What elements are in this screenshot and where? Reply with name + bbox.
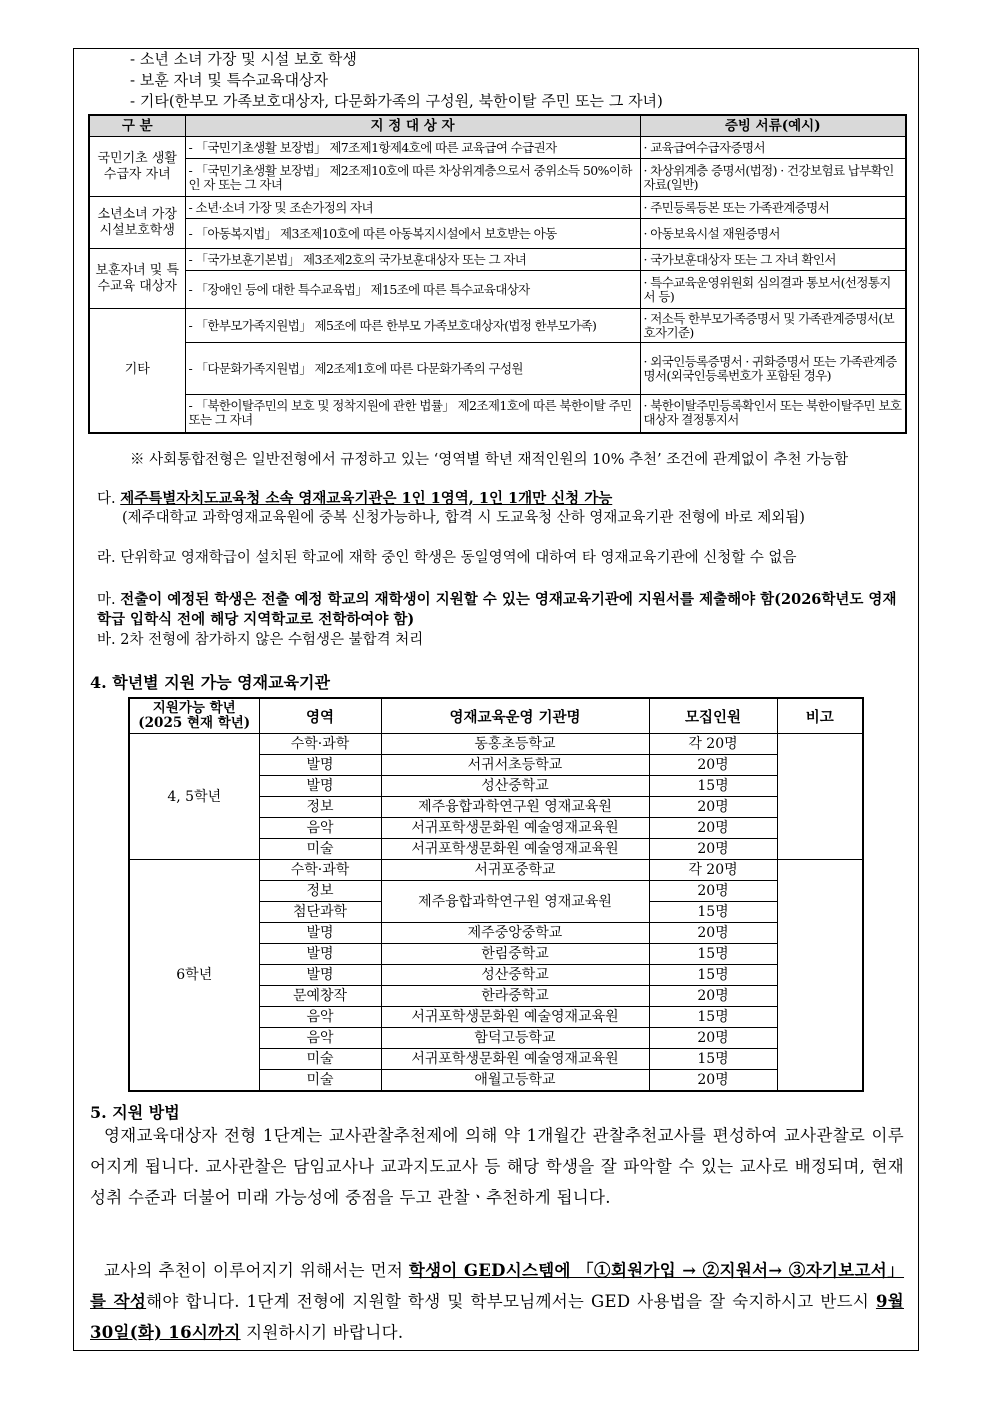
- col-header-institution: 영재교육운영 기관명: [381, 698, 649, 734]
- count-cell: 20명: [649, 1028, 777, 1049]
- count-cell: 15명: [649, 902, 777, 923]
- item-ba: 바. 2차 전형에 참가하지 않은 수험생은 불합격 처리: [97, 632, 424, 648]
- area-cell: 발명: [259, 755, 381, 776]
- count-cell: 20명: [649, 818, 777, 839]
- count-cell: 20명: [649, 797, 777, 818]
- institution-cell: 제주융합과학연구원 영재교육원: [381, 797, 649, 818]
- area-cell: 정보: [259, 881, 381, 902]
- grade-cell: 6학년: [129, 860, 259, 1092]
- count-cell: 각 20명: [649, 734, 777, 755]
- institution-cell: 서귀서초등학교: [381, 755, 649, 776]
- section5-title: 5. 지원 방법: [90, 1103, 180, 1122]
- area-cell: 음악: [259, 1028, 381, 1049]
- institution-cell: 서귀포학생문화원 예술영재교육원: [381, 839, 649, 860]
- count-cell: 15명: [649, 944, 777, 965]
- item-da: [97, 489, 905, 509]
- col-header-count: 모집인원: [649, 698, 777, 734]
- institution-cell: 한림중학교: [381, 944, 649, 965]
- institution-table: [128, 697, 864, 1092]
- target-cell: - 「국민기초생활 보장법」 제2조제10호에 따른 차상위계층으로서 중위소득 50%이하인 자 또는 그 자녀: [185, 159, 640, 197]
- institution-cell: 제주중앙중학교: [381, 923, 649, 944]
- section5-paragraph-1: 영재교육대상자 전형 1단계는 교사관찰추천제에 의해 약 1개월간 관찰추천교사를 편성하여 교사관찰로 이루어지게 됩니다. 교사관찰은 담임교사나 교과지도교사 등 해당 학생을 잘 파악할 수 있는 교사로 배정되며, 현재 성취 수준과 더불어 미래 가능성에 중점을 두고 관찰ㆍ추천하게 됩니다.: [90, 1126, 904, 1207]
- note-cell: [777, 860, 863, 1092]
- count-cell: 15명: [649, 776, 777, 797]
- item-ma-prefix: 마.: [97, 592, 116, 608]
- institution-cell: 서귀포중학교: [381, 860, 649, 881]
- institution-cell: 동홍초등학교: [381, 734, 649, 755]
- eligibility-table: [88, 114, 907, 434]
- institution-cell: 서귀포학생문화원 예술영재교육원: [381, 1049, 649, 1070]
- area-cell: 발명: [259, 923, 381, 944]
- section4-title: 4. 학년별 지원 가능 영재교육기관: [90, 673, 330, 692]
- note-cell: [777, 734, 863, 860]
- proof-cell: · 교육급여수급자증명서: [640, 137, 906, 159]
- target-cell: - 「장애인 등에 대한 특수교육법」 제15조에 따른 특수교육대상자: [185, 271, 640, 309]
- proof-cell: · 국가보훈대상자 또는 그 자녀 확인서: [640, 249, 906, 271]
- area-cell: 발명: [259, 944, 381, 965]
- proof-cell: · 북한이탈주민등록확인서 또는 북한이탈주민 보호대상자 결정통지서: [640, 395, 906, 433]
- bullet-2: - 보훈 자녀 및 특수교육대상자: [130, 71, 329, 89]
- proof-cell: · 차상위계층 증명서(법정) · 건강보험료 납부확인자료(일반): [640, 159, 906, 197]
- bullet-1: - 소년 소녀 가장 및 시설 보호 학생: [130, 50, 357, 68]
- category-cell: 국민기초 생활 수급자 자녀: [89, 137, 185, 197]
- count-cell: 15명: [649, 1049, 777, 1070]
- institution-cell: 한라중학교: [381, 986, 649, 1007]
- grade-cell: 4, 5학년: [129, 734, 259, 860]
- count-cell: 각 20명: [649, 860, 777, 881]
- institution-cell: 서귀포학생문화원 예술영재교육원: [381, 1007, 649, 1028]
- count-cell: 15명: [649, 1007, 777, 1028]
- p2-text-c: 해야 합니다. 1단계 전형에 지원할 학생 및 학부모님께서는 GED 사용법을 잘 숙지하시고 반드시: [146, 1292, 876, 1311]
- col-header-proof: 증빙 서류(예시): [640, 115, 906, 137]
- count-cell: 20명: [649, 1070, 777, 1092]
- col-header-area: 영역: [259, 698, 381, 734]
- count-cell: 20명: [649, 881, 777, 902]
- target-cell: - 「다문화가족지원법」 제2조제1호에 따른 다문화가족의 구성원: [185, 343, 640, 395]
- social-note: ※ 사회통합전형은 일반전형에서 규정하고 있는 ‘영역별 학년 재적인원의 10% 추천’ 조건에 관계없이 추천 가능함: [130, 452, 849, 468]
- proof-cell: · 특수교육운영위원회 심의결과 통보서(선정통지서 등): [640, 271, 906, 309]
- item-ma: [97, 590, 905, 630]
- target-cell: - 「한부모가족지원법」 제5조에 따른 한부모 가족보호대상자(법정 한부모가족): [185, 309, 640, 343]
- area-cell: 수학·과학: [259, 734, 381, 755]
- count-cell: 20명: [649, 755, 777, 776]
- count-cell: 20명: [649, 986, 777, 1007]
- count-cell: 15명: [649, 965, 777, 986]
- proof-cell: · 외국인등록증명서 · 귀화증명서 또는 가족관계증명서(외국인등록번호가 포함된 경우): [640, 343, 906, 395]
- count-cell: 20명: [649, 923, 777, 944]
- col-header-target: 지 정 대 상 자: [185, 115, 640, 137]
- area-cell: 발명: [259, 776, 381, 797]
- p2-emphasis-ged: 학생이 GED시스템에 「①회원가입 → ②지원서→ ③자기보고서」를 작성: [90, 1261, 905, 1311]
- bullet-3: - 기타(한부모 가족보호대상자, 다문화가족의 구성원, 북한이탈 주민 또는 그 자녀): [130, 92, 663, 110]
- area-cell: 미술: [259, 1049, 381, 1070]
- target-cell: - 「북한이탈주민의 보호 및 정착지원에 관한 법률」 제2조제1호에 따른 북한이탈 주민 또는 그 자녀: [185, 395, 640, 433]
- category-cell: 기타: [89, 309, 185, 433]
- area-cell: 음악: [259, 818, 381, 839]
- institution-cell: 함덕고등학교: [381, 1028, 649, 1049]
- item-da-sub: (제주대학교 과학영재교육원에 중복 신청가능하나, 합격 시 도교육청 산하 영재교육기관 전형에 바로 제외됨): [122, 510, 805, 526]
- area-cell: 미술: [259, 839, 381, 860]
- target-cell: - 소년·소녀 가장 및 조손가정의 자녀: [185, 197, 640, 219]
- count-cell: 20명: [649, 839, 777, 860]
- area-cell: 미술: [259, 1070, 381, 1092]
- institution-cell: 서귀포학생문화원 예술영재교육원: [381, 818, 649, 839]
- proof-cell: · 저소득 한부모가족증명서 및 가족관계증명서(보호자기준): [640, 309, 906, 343]
- target-cell: - 「국민기초생활 보장법」 제7조제1항제4호에 따른 교육급여 수급권자: [185, 137, 640, 159]
- item-ra: 라. 단위학교 영재학급이 설치된 학교에 재학 중인 학생은 동일영역에 대하여 타 영재교육기관에 신청할 수 없음: [97, 550, 797, 566]
- institution-cell: 애월고등학교: [381, 1070, 649, 1092]
- area-cell: 문예창작: [259, 986, 381, 1007]
- area-cell: 발명: [259, 965, 381, 986]
- area-cell: 첨단과학: [259, 902, 381, 923]
- p2-deadline: 9월 30일(화) 16시까지: [90, 1292, 904, 1342]
- area-cell: 정보: [259, 797, 381, 818]
- col-header-category: 구 분: [89, 115, 185, 137]
- institution-cell: 성산중학교: [381, 776, 649, 797]
- institution-cell: 성산중학교: [381, 965, 649, 986]
- category-cell: 소년소녀 가장 시설보호학생: [89, 197, 185, 249]
- section5-paragraph-2: [90, 1255, 904, 1348]
- item-da-bold: 제주특별자치도교육청 소속 영재교육기관은 1인 1영역, 1인 1개만 신청 가능: [120, 490, 613, 507]
- item-ma-bold: 전출이 예정된 학생은 전출 예정 학교의 재학생이 지원할 수 있는 영재교육기관에 지원서를 제출해야 함(2026학년도 영재학급 입학식 전에 해당 지역학교로 전학하여야 함): [97, 591, 897, 628]
- area-cell: 수학·과학: [259, 860, 381, 881]
- institution-cell: 제주융합과학연구원 영재교육원: [381, 881, 649, 923]
- proof-cell: · 주민등록등본 또는 가족관계증명서: [640, 197, 906, 219]
- area-cell: 음악: [259, 1007, 381, 1028]
- category-cell: 보훈자녀 및 특수교육 대상자: [89, 249, 185, 309]
- target-cell: - 「국가보훈기본법」 제3조제2호의 국가보훈대상자 또는 그 자녀: [185, 249, 640, 271]
- col-header-note: 비고: [777, 698, 863, 734]
- p2-text-a: 교사의 추천이 이루어지기 위해서는 먼저: [104, 1261, 409, 1280]
- proof-cell: · 아동보육시설 재원증명서: [640, 219, 906, 249]
- target-cell: - 「아동복지법」 제3조제10호에 따른 아동복지시설에서 보호받는 아동: [185, 219, 640, 249]
- item-da-prefix: 다.: [97, 491, 116, 507]
- p2-text-e: 지원하시기 바랍니다.: [240, 1323, 404, 1342]
- col-header-grade: 지원가능 학년 (2025 현재 학년): [129, 698, 259, 734]
